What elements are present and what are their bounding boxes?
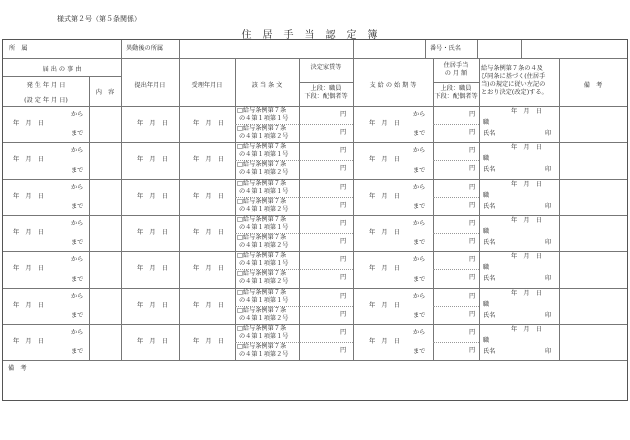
clause-1-line1: □給与条例第７条: [237, 143, 287, 151]
gaku-yen-1: 円: [469, 292, 476, 300]
shikyu-ymd: 年 月 日: [369, 156, 400, 164]
shikyu-ymd: 年 月 日: [369, 265, 400, 273]
made-label: まで: [71, 348, 84, 356]
clause-2-line2: の４第１項第２号: [239, 242, 289, 250]
made-label: まで: [71, 130, 84, 138]
rule: [477, 40, 478, 58]
shoku-label: 職: [483, 191, 490, 199]
shoku-label: 職: [483, 264, 490, 272]
hassei-ymd: 年 月 日: [13, 301, 44, 309]
teishutsu-ymd: 年 月 日: [137, 265, 168, 273]
made-label: まで: [71, 311, 84, 319]
hassei-ymd: 年 月 日: [13, 120, 44, 128]
yachin-yen-2: 円: [340, 310, 347, 318]
gaku-yen-2: 円: [469, 165, 476, 173]
clause-2-line2: の４第１項第２号: [239, 278, 289, 286]
clause-2-line1: □給与条例第７条: [237, 342, 287, 350]
gaku-divider: [433, 160, 479, 161]
yachin-divider: [299, 197, 353, 198]
yachin-yen-1: 円: [340, 328, 347, 336]
table-row-rule: [3, 179, 627, 180]
clause-2-line2: の４第１項第２号: [239, 133, 289, 141]
shimei-label: 氏名: [483, 202, 496, 210]
table-row-rule: [3, 288, 627, 289]
gaku-yen-2: 円: [469, 274, 476, 282]
yachin-sub2: 下段：配偶者等: [304, 93, 348, 100]
footer-bikou-label: 備 考: [8, 365, 27, 372]
yachin-yen-1: 円: [340, 183, 347, 191]
clause-1-line1: □給与条例第７条: [237, 215, 287, 223]
juri-ymd: 年 月 日: [193, 156, 224, 164]
juri-ymd: 年 月 日: [193, 265, 224, 273]
rule: [299, 58, 300, 360]
shoku-label: 職: [483, 119, 490, 126]
yachin-yen-1: 円: [340, 111, 347, 118]
made-label: まで: [71, 239, 84, 247]
certification-register-table: [2, 39, 628, 401]
yachin-divider: [299, 342, 353, 343]
rule: [179, 40, 180, 58]
hassei-ymd-header: 発 生 年 月 日: [26, 82, 66, 89]
shozoku-label: 所 属: [9, 45, 28, 52]
gaku-sub1: 上段：職員: [440, 85, 472, 92]
rule: [3, 76, 121, 77]
page-title: 住居手当認定簿: [241, 30, 389, 41]
kara-label: から: [71, 111, 84, 118]
in-seal-label: 印: [545, 347, 552, 355]
gaku-yen-2: 円: [469, 346, 476, 354]
shimei-label: 氏名: [483, 238, 496, 246]
made-label: まで: [71, 166, 84, 174]
yachin-yen-1: 円: [340, 147, 347, 155]
table-row-rule: [3, 215, 627, 216]
gaku-yen-1: 円: [469, 256, 476, 264]
kettei-ymd: 年 月 日: [511, 289, 542, 297]
clause-1-line2: の４第１項第１号: [239, 260, 289, 268]
juri-ymd: 年 月 日: [193, 120, 224, 128]
hassei-ymd: 年 月 日: [13, 265, 44, 273]
clause-2-line2: の４第１項第２号: [239, 314, 289, 322]
clause-2-line1: □給与条例第７条: [237, 197, 287, 205]
shikyu-made: まで: [413, 202, 426, 210]
yachin-divider: [299, 233, 353, 234]
hassei-ymd: 年 月 日: [13, 156, 44, 164]
todokede-jiyu-header: 届 出 の 事 由: [42, 66, 82, 73]
kettei-ymd: 年 月 日: [511, 180, 542, 188]
teate-gaku-header-1: 住居手当: [443, 62, 469, 69]
shoku-label: 職: [483, 336, 490, 344]
gaku-yen-2: 円: [469, 129, 476, 137]
kara-label: から: [71, 292, 84, 300]
gaku-divider: [433, 269, 479, 270]
clause-1-line1: □給与条例第７条: [237, 252, 287, 260]
settei-ymd-header: (設 定 年 月 日): [24, 97, 68, 104]
yachin-divider: [299, 306, 353, 307]
kettei-ymd: 年 月 日: [511, 144, 542, 152]
teishutsu-ymd: 年 月 日: [137, 192, 168, 200]
shikyu-ymd: 年 月 日: [369, 192, 400, 200]
yachin-divider: [299, 124, 353, 125]
shikyu-kaishi-header: 支 給 の 始 期 等: [369, 82, 417, 89]
shikyu-kara: から: [413, 256, 426, 264]
juri-ymd-header: 受理年月日: [191, 82, 223, 89]
shimei-label: 氏名: [483, 130, 496, 137]
shoku-label: 職: [483, 300, 490, 308]
shimei-label: 氏名: [483, 347, 496, 355]
teishutsu-ymd: 年 月 日: [137, 337, 168, 345]
shimei-label: 氏名: [483, 166, 496, 174]
form-number: 様式第２号（第５条関係）: [57, 15, 141, 23]
shikyu-kara: から: [413, 147, 426, 155]
kara-label: から: [71, 183, 84, 191]
bango-shimei-label: 番号・氏名: [430, 45, 461, 52]
shoku-label: 職: [483, 227, 490, 235]
yachin-yen-1: 円: [340, 292, 347, 300]
shikyu-made: まで: [413, 239, 426, 247]
rule: [433, 82, 479, 83]
teishutsu-ymd-header: 提出年月日: [134, 82, 166, 89]
in-seal-label: 印: [545, 238, 552, 246]
shikyu-ymd: 年 月 日: [369, 301, 400, 309]
kettei-ymd: 年 月 日: [511, 108, 542, 115]
yachin-yen-2: 円: [340, 238, 347, 246]
yachin-yen-2: 円: [340, 346, 347, 354]
gaitou-joubun-header: 該 当 条 文: [251, 82, 283, 89]
shikyu-made: まで: [413, 311, 426, 319]
yachin-yen-2: 円: [340, 201, 347, 209]
kettei-ymd: 年 月 日: [511, 325, 542, 333]
gaku-yen-2: 円: [469, 238, 476, 246]
juri-ymd: 年 月 日: [193, 337, 224, 345]
juri-ymd: 年 月 日: [193, 301, 224, 309]
juri-ymd: 年 月 日: [193, 229, 224, 237]
yachin-yen-2: 円: [340, 274, 347, 282]
gaku-yen-1: 円: [469, 328, 476, 336]
yachin-yen-1: 円: [340, 256, 347, 264]
teishutsu-ymd: 年 月 日: [137, 301, 168, 309]
clause-1-line1: □給与条例第７条: [237, 288, 287, 296]
bikou-header: 備 考: [583, 82, 603, 89]
shimei-label: 氏名: [483, 275, 496, 283]
gaku-divider: [433, 306, 479, 307]
gaku-divider: [433, 124, 479, 125]
rule: [521, 40, 522, 58]
kettei-ymd: 年 月 日: [511, 216, 542, 224]
kara-label: から: [71, 256, 84, 264]
yachin-sub1: 上段：職員: [310, 85, 342, 92]
shikyu-kara: から: [413, 183, 426, 191]
rule: [121, 58, 122, 360]
kara-label: から: [71, 328, 84, 336]
gaku-divider: [433, 233, 479, 234]
kettei-note-1: 給与条例第７条の４及: [481, 65, 543, 72]
made-label: まで: [71, 275, 84, 283]
shikyu-kara: から: [413, 292, 426, 300]
shoku-label: 職: [483, 155, 490, 163]
yachin-yen-2: 円: [340, 165, 347, 173]
rule: [121, 40, 122, 58]
clause-2-line1: □給与条例第７条: [237, 161, 287, 169]
kettei-note-2: び同条に基づく(住居手: [481, 73, 546, 80]
shikyu-kara: から: [413, 219, 426, 227]
table-row-rule: [3, 324, 627, 325]
in-seal-label: 印: [545, 202, 552, 210]
rule: [3, 106, 627, 107]
rule: [433, 58, 434, 360]
clause-2-line2: の４第１項第２号: [239, 205, 289, 213]
gaku-yen-1: 円: [469, 219, 476, 227]
kettei-ymd: 年 月 日: [511, 253, 542, 261]
hassei-ymd: 年 月 日: [13, 337, 44, 345]
shikyu-ymd: 年 月 日: [369, 229, 400, 237]
shikyu-kara: から: [413, 328, 426, 336]
clause-1-line2: の４第１項第１号: [239, 151, 289, 159]
teishutsu-ymd: 年 月 日: [137, 156, 168, 164]
clause-1-line1: □給与条例第７条: [237, 107, 287, 114]
naiyo-header: 内 容: [95, 89, 115, 96]
rule: [235, 58, 236, 360]
shikyu-made: まで: [413, 275, 426, 283]
rule: [425, 40, 426, 58]
in-seal-label: 印: [545, 130, 552, 137]
rule: [353, 58, 354, 360]
kettei-yachin-header: 決定家賃等: [310, 64, 342, 71]
in-seal-label: 印: [545, 275, 552, 283]
teate-gaku-header-2: の 月 額: [444, 70, 468, 77]
gaku-yen-2: 円: [469, 201, 476, 209]
shikyu-made: まで: [413, 348, 426, 356]
clause-1-line2: の４第１項第１号: [239, 187, 289, 195]
table-row-rule: [3, 360, 627, 361]
clause-2-line2: の４第１項第２号: [239, 350, 289, 358]
shikyu-made: まで: [413, 130, 426, 138]
clause-1-line2: の４第１項第１号: [239, 223, 289, 231]
teishutsu-ymd: 年 月 日: [137, 229, 168, 237]
clause-1-line1: □給与条例第７条: [237, 179, 287, 187]
clause-2-line1: □給与条例第７条: [237, 234, 287, 242]
rule: [179, 58, 180, 360]
clause-1-line2: の４第１項第１号: [239, 115, 289, 122]
gaku-yen-2: 円: [469, 310, 476, 318]
rule: [559, 58, 560, 360]
juri-ymd: 年 月 日: [193, 192, 224, 200]
hassei-ymd: 年 月 日: [13, 192, 44, 200]
clause-1-line2: の４第１項第１号: [239, 332, 289, 340]
yachin-yen-2: 円: [340, 129, 347, 137]
yachin-yen-1: 円: [340, 219, 347, 227]
clause-1-line2: の４第１項第１号: [239, 296, 289, 304]
gaku-sub2: 下段：配偶者等: [434, 93, 478, 100]
gaku-yen-1: 円: [469, 111, 476, 118]
rule: [89, 76, 90, 360]
made-label: まで: [71, 202, 84, 210]
in-seal-label: 印: [545, 311, 552, 319]
rule: [3, 58, 627, 59]
gaku-yen-1: 円: [469, 147, 476, 155]
clause-1-line1: □給与条例第７条: [237, 324, 287, 332]
clause-2-line1: □給与条例第７条: [237, 306, 287, 314]
gaku-divider: [433, 342, 479, 343]
shikyu-made: まで: [413, 166, 426, 174]
gaku-yen-1: 円: [469, 183, 476, 191]
idou-shozoku-label: 異動後の所属: [126, 45, 164, 52]
shikyu-ymd: 年 月 日: [369, 337, 400, 345]
rule: [353, 40, 354, 58]
kettei-note-4: とおり決定(改定)する。: [481, 89, 548, 96]
shikyu-ymd: 年 月 日: [369, 120, 400, 128]
kettei-note-3: 当)の規定に従い左記の: [481, 81, 546, 88]
yachin-divider: [299, 160, 353, 161]
shikyu-kara: から: [413, 111, 426, 118]
gaku-divider: [433, 197, 479, 198]
shimei-label: 氏名: [483, 311, 496, 319]
rule: [479, 58, 480, 360]
yachin-divider: [299, 269, 353, 270]
kara-label: から: [71, 219, 84, 227]
clause-2-line1: □給与条例第７条: [237, 125, 287, 133]
clause-2-line2: の４第１項第２号: [239, 169, 289, 177]
in-seal-label: 印: [545, 166, 552, 174]
kara-label: から: [71, 147, 84, 155]
clause-2-line1: □給与条例第７条: [237, 270, 287, 278]
rule: [299, 82, 353, 83]
teishutsu-ymd: 年 月 日: [137, 120, 168, 128]
hassei-ymd: 年 月 日: [13, 229, 44, 237]
